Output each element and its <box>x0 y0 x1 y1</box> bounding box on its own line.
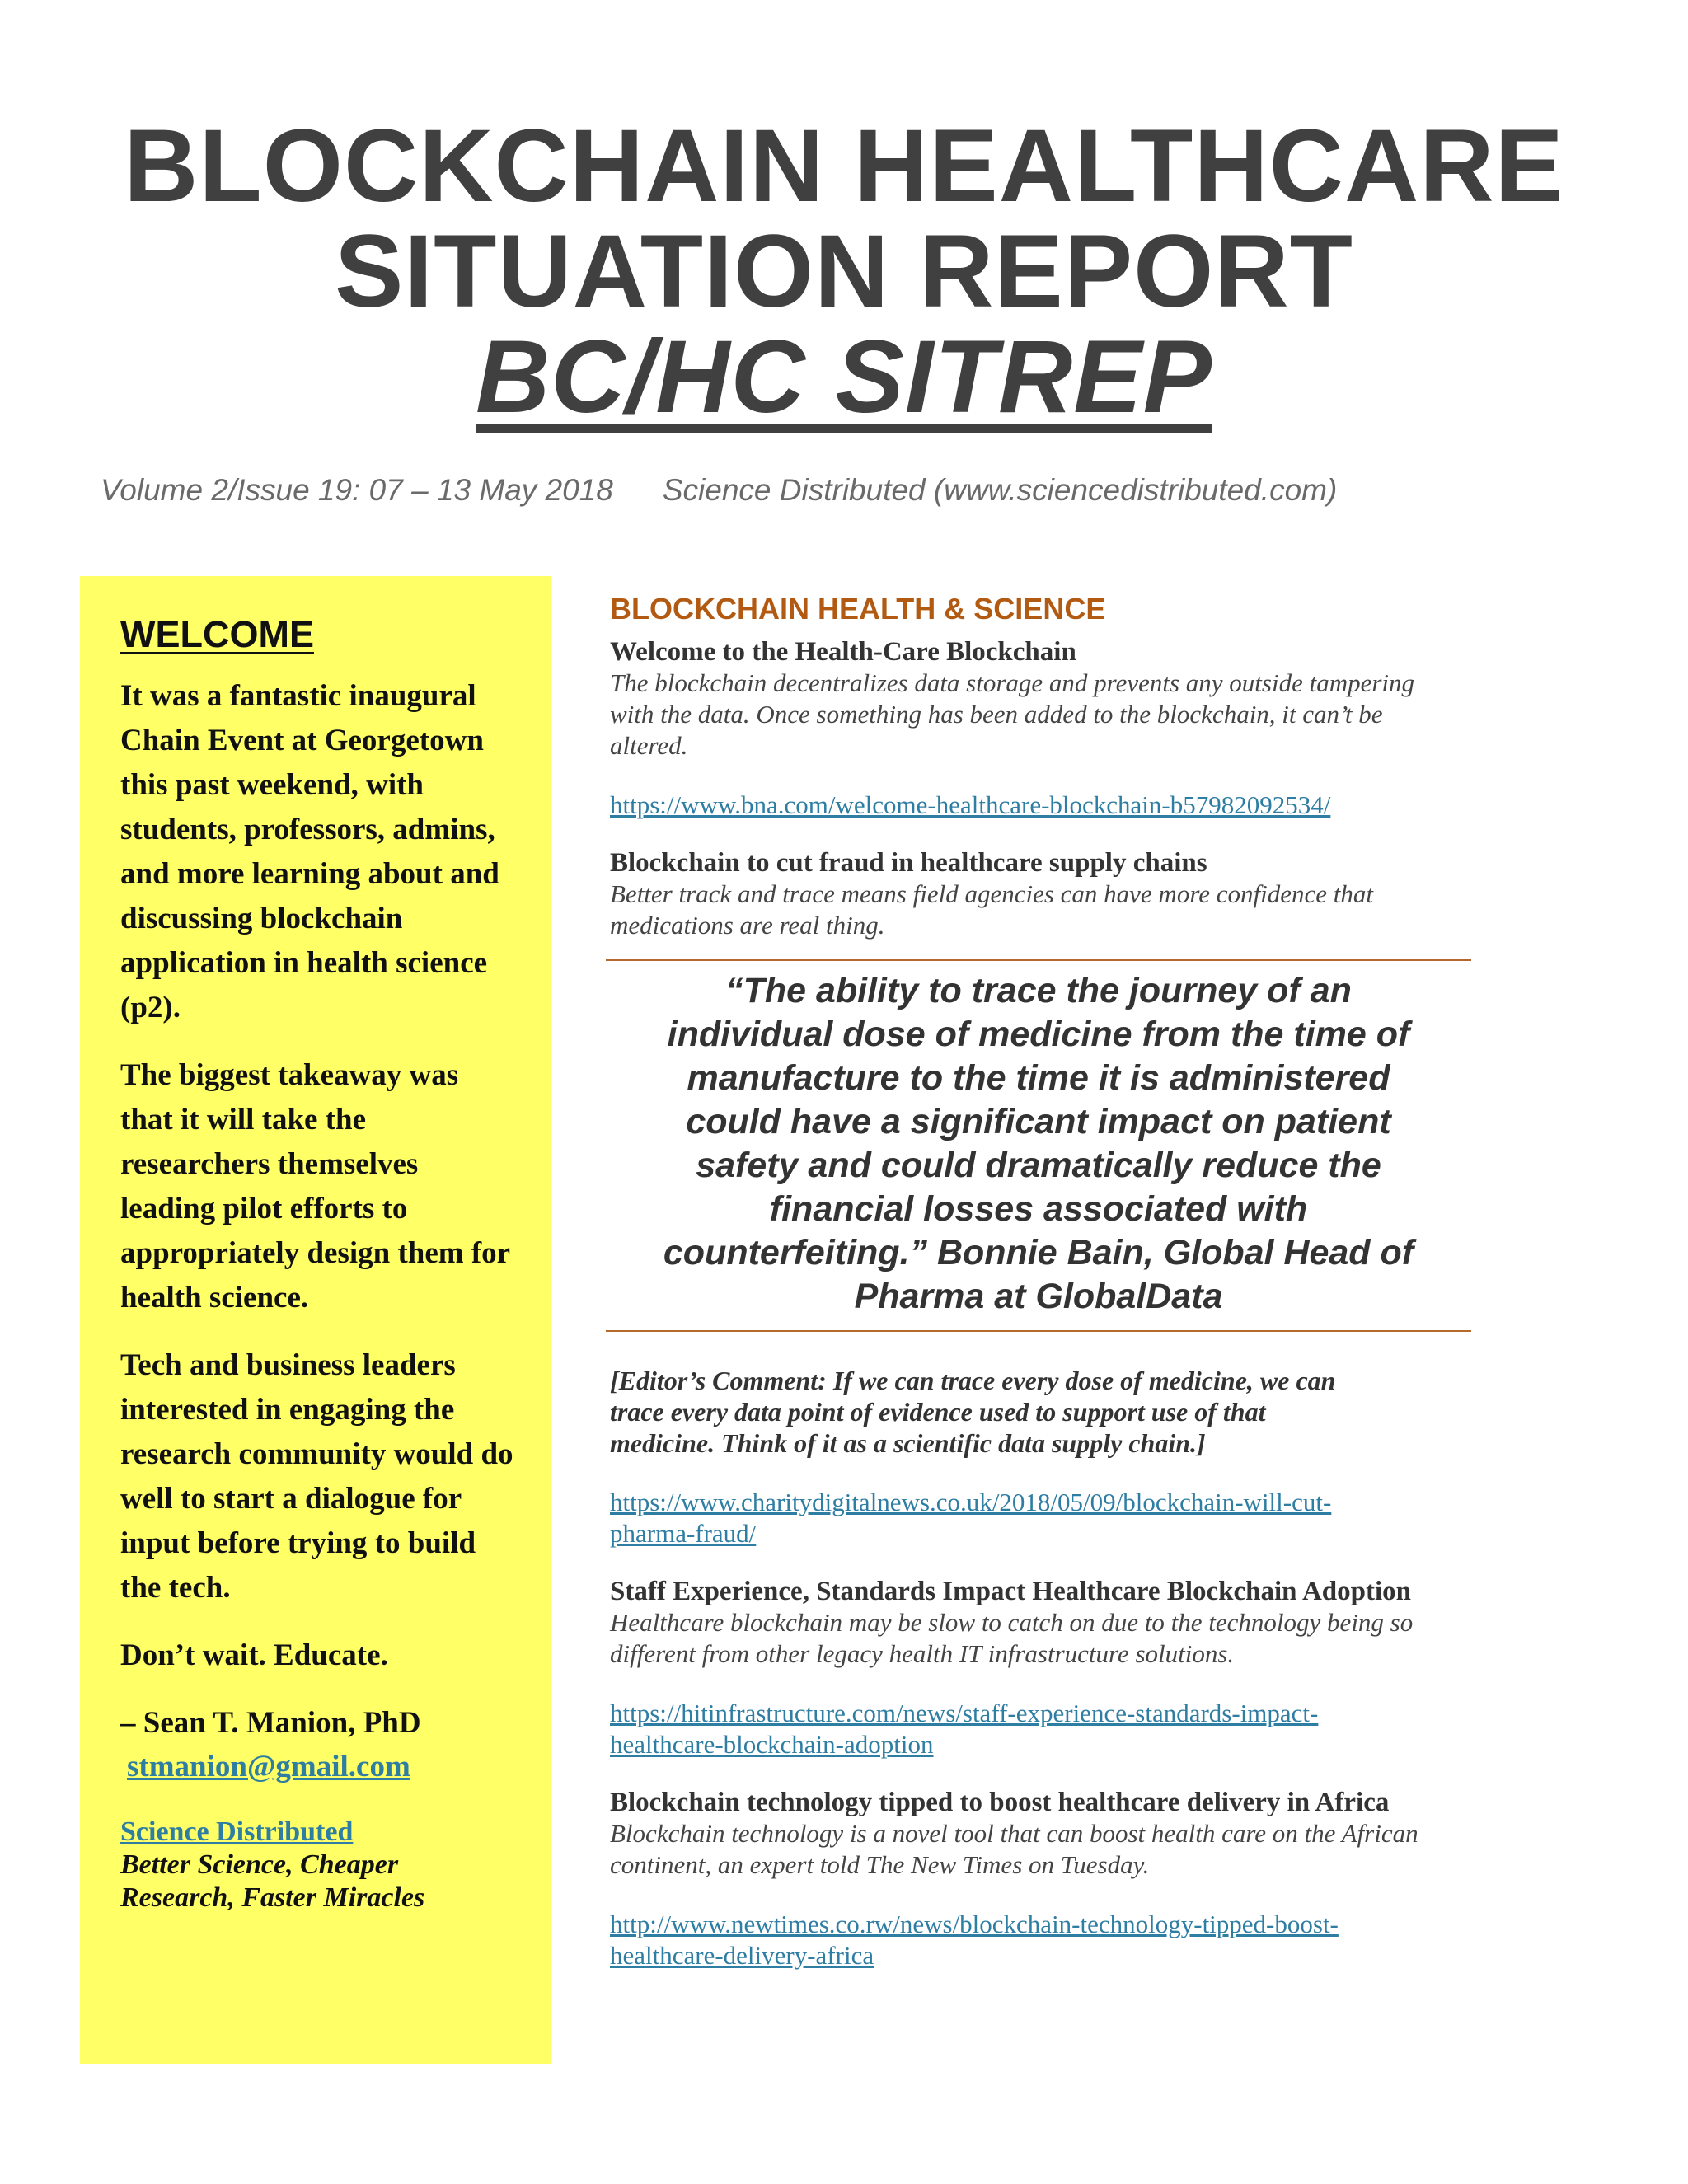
welcome-sidebar <box>80 576 551 2064</box>
editor-line: trace every data point of evidence used to support use of that <box>610 1397 1266 1427</box>
article-link-text[interactable]: healthcare-delivery-africa <box>610 1941 874 1970</box>
article-3 <box>610 1576 1599 1760</box>
news-column <box>610 592 1599 1998</box>
article-link[interactable] <box>610 1698 1599 1760</box>
article-desc-line: Healthcare blockchain may be slow to catch on due to the technology being so <box>610 1608 1414 1637</box>
quote-line: could have a significant impact on patient <box>686 1102 1391 1141</box>
quote-line: counterfeiting.” Bonnie Bain, Global Head of <box>663 1233 1414 1272</box>
article-desc-line: with the data. Once something has been added to the blockchain, it can’t be <box>610 700 1383 729</box>
article-link[interactable] <box>610 1909 1599 1971</box>
tagline-line-2: Research, Faster Miracles <box>120 1882 425 1913</box>
article-link[interactable] <box>610 790 1599 821</box>
article-title: Welcome to the Health-Care Blockchain <box>610 637 1076 667</box>
article-link-text[interactable]: https://www.bna.com/welcome-healthcare-blockchain-b57982092534/ <box>610 790 1331 819</box>
email-link[interactable]: stmanion@gmail.com <box>127 1750 410 1783</box>
title-line-2: SITUATION REPORT <box>335 214 1353 329</box>
issue-info <box>101 473 1667 508</box>
welcome-paragraph-4: Don’t wait. Educate. <box>120 1638 388 1672</box>
article-title: Blockchain technology tipped to boost healthcare delivery in Africa <box>610 1788 1390 1817</box>
quote-line: safety and could dramatically reduce the <box>696 1146 1381 1185</box>
welcome-paragraph-1: It was a fantastic inaugural Chain Event at Georgetown this past weekend, with students, professors, admins, and more learning about and discussing blockchain application in health science (p2). <box>120 679 499 1024</box>
pull-quote <box>606 961 1471 1330</box>
article-4 <box>610 1787 1599 1971</box>
editor-line: [Editor’s Comment: If we can trace every dose of medicine, we can <box>610 1366 1336 1395</box>
report-title <box>0 109 1688 434</box>
welcome-paragraph-3: Tech and business leaders interested in engaging the research community would do well to start a dialogue for input before trying to build the tech. <box>120 1348 513 1605</box>
article-desc-line: Better track and trace means field agencies can have more confidence that <box>610 879 1373 908</box>
quote-line: manufacture to the time it is administered <box>687 1058 1390 1098</box>
quote-bottom-rule <box>606 1330 1471 1332</box>
title-line-1: BLOCKCHAIN HEALTHCARE <box>124 109 1564 223</box>
editor-comment <box>610 1365 1599 1459</box>
article-desc-line: The blockchain decentralizes data storage and prevents any outside tampering <box>610 668 1415 697</box>
article-desc-line: medications are real thing. <box>610 911 885 940</box>
article-desc <box>610 1818 1599 1881</box>
article-link-text[interactable]: http://www.newtimes.co.rw/news/blockchain-technology-tipped-boost- <box>610 1910 1339 1938</box>
article-link-text[interactable]: https://hitinfrastructure.com/news/staff-experience-standards-impact- <box>610 1699 1319 1727</box>
section-heading: BLOCKCHAIN HEALTH & SCIENCE <box>610 592 1106 626</box>
tagline-line-1: Better Science, Cheaper <box>120 1849 399 1880</box>
issue-number: Volume 2/Issue 19: 07 – 13 May 2018 <box>101 473 613 507</box>
article-desc <box>610 1607 1599 1670</box>
article-desc-line: continent, an expert told The New Times on Tuesday. <box>610 1850 1150 1879</box>
article-link-text[interactable]: pharma-fraud/ <box>610 1519 757 1548</box>
article-desc-line: Blockchain technology is a novel tool that can boost health care on the African <box>610 1819 1418 1848</box>
article-title: Staff Experience, Standards Impact Healthcare Blockchain Adoption <box>610 1577 1412 1606</box>
article-desc-line: different from other legacy health IT infrastructure solutions. <box>610 1639 1235 1668</box>
article-1 <box>610 636 1599 821</box>
quote-line: financial losses associated with <box>769 1189 1308 1229</box>
article-link-text[interactable]: healthcare-blockchain-adoption <box>610 1730 934 1759</box>
article-link-text[interactable]: https://www.charitydigitalnews.co.uk/2018/05/09/blockchain-will-cut- <box>610 1488 1332 1516</box>
title-line-3: BC/HC SITREP <box>475 320 1213 434</box>
quote-line: individual dose of medicine from the time of <box>667 1015 1410 1054</box>
quote-line: Pharma at GlobalData <box>854 1277 1223 1316</box>
article-desc <box>610 668 1599 762</box>
article-desc-line: altered. <box>610 731 688 760</box>
article-title: Blockchain to cut fraud in healthcare supply chains <box>610 848 1207 878</box>
publisher: Science Distributed (www.sciencedistributed.com) <box>662 473 1338 507</box>
quote-line: “The ability to trace the journey of an <box>725 971 1352 1010</box>
editor-line: medicine. Think of it as a scientific data supply chain.] <box>610 1428 1206 1458</box>
welcome-heading: WELCOME <box>120 613 314 655</box>
article-2 <box>610 847 1599 941</box>
signature: – Sean T. Manion, PhD <box>120 1706 421 1740</box>
editor-article-link[interactable] <box>610 1487 1599 1549</box>
article-desc <box>610 879 1599 941</box>
science-distributed-link[interactable]: Science Distributed <box>120 1816 354 1847</box>
welcome-paragraph-2: The biggest takeaway was that it will take the researchers themselves leading pilot efforts to appropriately design them for health science. <box>120 1058 510 1315</box>
